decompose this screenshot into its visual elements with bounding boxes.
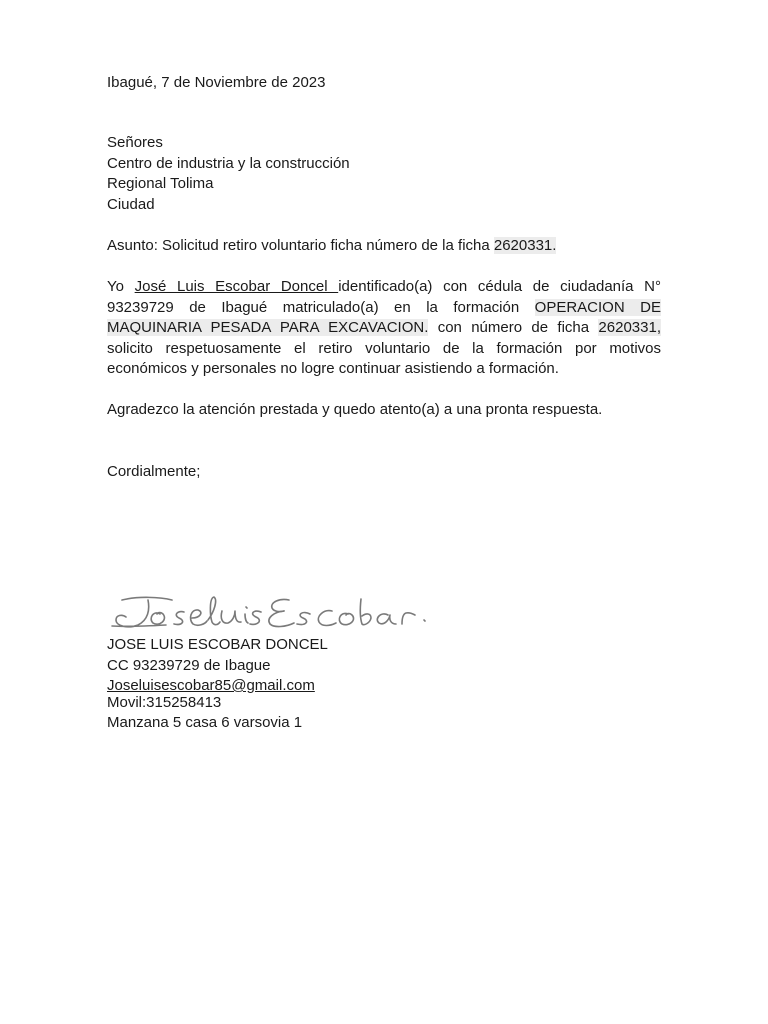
subject-ficha: 2620331. (493, 237, 557, 254)
signer-email-link[interactable]: Joseluisescobar85@gmail.com (107, 677, 315, 694)
subject-line (107, 236, 661, 257)
body-program-name: OPERACION DE MAQUINARIA PESADA PARA EXCAVACION. (107, 298, 661, 336)
body-text-2: con número de ficha (428, 319, 599, 336)
body-text-3: solicito respetuosamente el retiro voluntario de la formación por motivos económicos y personales no logre continuar asistiendo a formación. (107, 339, 661, 377)
closing-line (107, 462, 661, 483)
signer-address: Manzana 5 casa 6 varsovia 1 (107, 714, 303, 731)
date-text: Ibagué, 7 de Noviembre de 2023 (107, 74, 326, 91)
date-line (107, 73, 661, 94)
signer-block (107, 635, 661, 734)
subject-text: Asunto: Solicitud retiro voluntario ficha número de la ficha (107, 237, 494, 254)
body-yo: Yo (107, 278, 135, 295)
recipient-line-4: Ciudad (107, 195, 155, 213)
body-paragraph (107, 277, 661, 380)
signer-name: JOSE LUIS ESCOBAR DONCEL (107, 636, 328, 653)
thanks-line (107, 400, 661, 421)
handwritten-signature (108, 590, 443, 636)
recipient-line-1: Señores (107, 134, 163, 151)
body-text-1: identificado(a) con cédula de ciudadanía N° 93239729 de Ibagué matriculado(a) en la formación (107, 278, 662, 316)
body-student-name: José Luis Escobar Doncel (134, 278, 339, 295)
signer-id: CC 93239729 de Ibague (107, 656, 271, 674)
recipient-line-3: Regional Tolima (107, 175, 214, 192)
recipient-line-2: Centro de industria y la construcción (107, 154, 350, 172)
signer-phone: Movil:315258413 (107, 694, 222, 711)
recipient-block (107, 133, 661, 215)
body-ficha: 2620331, (598, 319, 661, 336)
closing-text: Cordialmente; (107, 463, 201, 480)
thanks-text: Agradezco la atención prestada y quedo atento(a) a una pronta respuesta. (107, 401, 603, 418)
